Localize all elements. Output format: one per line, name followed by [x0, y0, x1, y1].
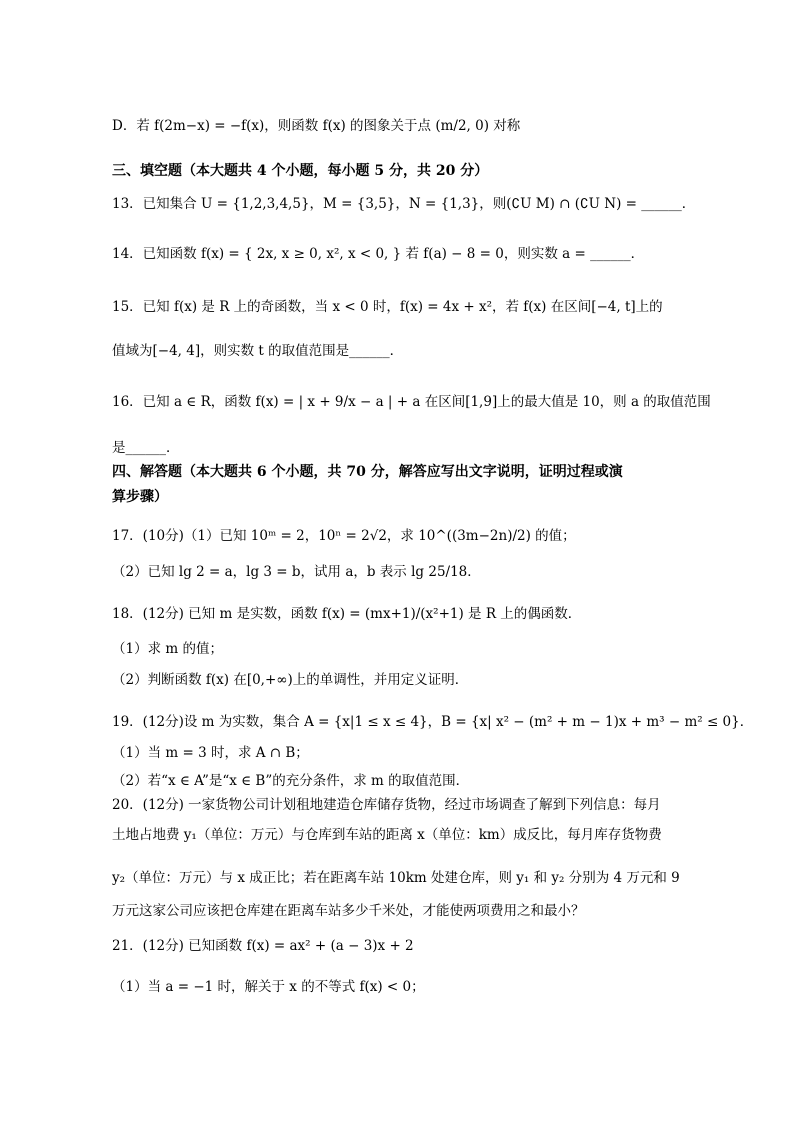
- question-18-part-1: （1）求 m 的值；: [112, 641, 223, 657]
- question-15-line-2: 值域为[−4, 4]，则实数 t 的取值范围是______．: [112, 343, 404, 359]
- question-17-part-2: （2）已知 lg 2 = a，lg 3 = b，试用 a，b 表示 lg 25/18．: [112, 564, 481, 580]
- question-19-part-2: （2）若“x ∈ A”是“x ∈ B”的充分条件，求 m 的取值范围．: [112, 773, 470, 789]
- question-21-part-1: （1）当 a = −1 时，解关于 x 的不等式 f(x) < 0；: [112, 979, 425, 995]
- question-14: 14．已知函数 f(x) = { 2x, x ≥ 0, x², x < 0, } 若 f(a) − 8 = 0，则实数 a = ______．: [112, 246, 645, 262]
- question-15-line-1: 15．已知 f(x) 是 R 上的奇函数，当 x < 0 时，f(x) = 4x + x²，若 f(x) 在区间[−4, t]上的: [112, 299, 663, 315]
- question-21: 21．(12分) 已知函数 f(x) = ax² + (a − 3)x + 2: [112, 938, 414, 954]
- question-18-part-2: （2）判断函数 f(x) 在[0,+∞)上的单调性，并用定义证明．: [112, 672, 469, 688]
- question-20-line-1: 20．(12分) 一家货物公司计划租地建造仓库储存货物，经过市场调查了解到下列信息：每月: [112, 797, 661, 813]
- question-18: 18．(12分) 已知 m 是实数，函数 f(x) = (mx+1)/(x²+1) 是 R 上的偶函数．: [112, 606, 582, 622]
- question-16-line-1: 16．已知 a ∈ R，函数 f(x) = | x + 9/x − a | + a 在区间[1,9]上的最大值是 10，则 a 的取值范围: [112, 394, 711, 410]
- question-19-part-1: （1）当 m = 3 时，求 A ∩ B；: [112, 745, 309, 761]
- question-19: 19．(12分)设 m 为实数，集合 A = {x|1 ≤ x ≤ 4}，B = {x| x² − (m² + m − 1)x + m³ − m² ≤ 0}．: [112, 714, 754, 730]
- option-d: D．若 f(2m−x) = −f(x)，则函数 f(x) 的图象关于点 (m/2, 0) 对称: [112, 118, 521, 134]
- question-17-part-1: 17．(10分)（1）已知 10ᵐ = 2，10ⁿ = 2√2，求 10^((3m−2n)/2) 的值；: [112, 528, 576, 544]
- question-13: 13．已知集合 U = {1,2,3,4,5}，M = {3,5}，N = {1,3}，则(∁U M) ∩ (∁U N) = ______．: [112, 196, 696, 212]
- question-20-line-4: 万元这家公司应该把仓库建在距离车站多少千米处，才能使两项费用之和最小？: [112, 903, 585, 919]
- section-heading-fill-blank: 三、填空题（本大题共 4 个小题，每小题 5 分，共 20 分）: [112, 163, 489, 179]
- section-heading-solve-line-2: 算步骤）: [112, 489, 168, 505]
- question-20-line-2: 土地占地费 y₁（单位：万元）与仓库到车站的距离 x（单位：km）成反比，每月库存货物费: [112, 827, 662, 843]
- question-20-line-3: y₂（单位：万元）与 x 成正比；若在距离车站 10km 处建仓库，则 y₁ 和 y₂ 分别为 4 万元和 9: [112, 870, 680, 886]
- section-heading-solve-line-1: 四、解答题（本大题共 6 个小题，共 70 分，解答应写出文字说明，证明过程或演: [112, 464, 623, 480]
- question-16-line-2: 是______．: [112, 440, 180, 456]
